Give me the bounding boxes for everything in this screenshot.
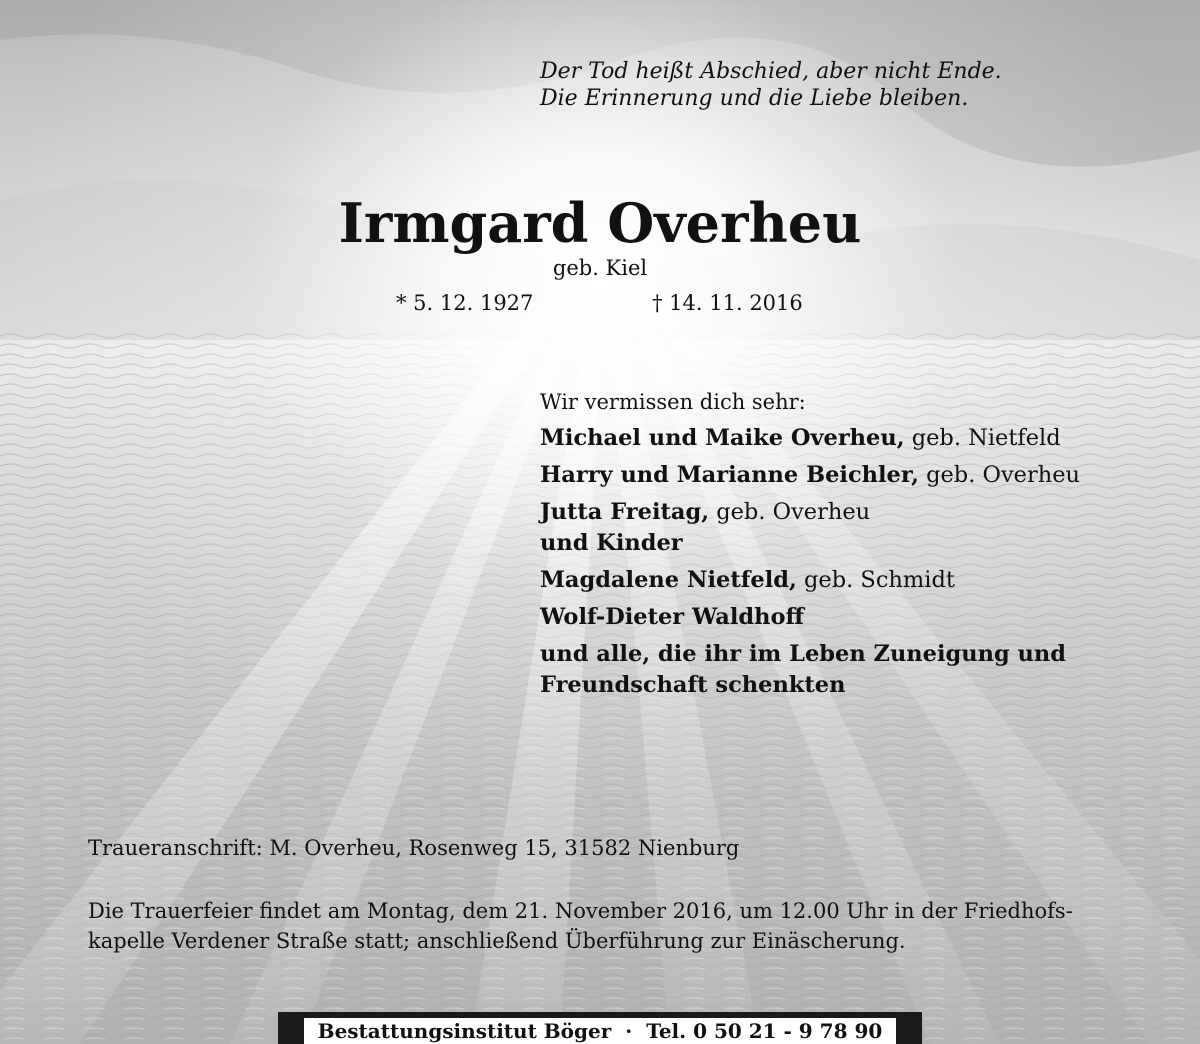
mourner-name: Michael und Maike Overheu, <box>540 425 905 451</box>
maiden-name: geb. Kiel <box>552 256 648 280</box>
mourner-entry <box>540 639 1080 701</box>
mourner-name: Wolf-Dieter Waldhoff <box>540 604 804 630</box>
funeral-home-name: Bestattungsinstitut Böger <box>317 1019 612 1043</box>
funeral-service-info <box>88 896 1073 956</box>
mourning-address: Traueranschrift: M. Overheu, Rosenweg 15, 31582 Nienburg <box>88 836 740 860</box>
mourner-entry <box>540 460 1080 491</box>
footer-separator: · <box>625 1019 633 1043</box>
mourners-list <box>540 423 1080 707</box>
death-date: † 14. 11. 2016 <box>652 291 803 315</box>
quote-line-1: Der Tod heißt Abschied, aber nicht Ende. <box>540 59 1002 84</box>
mourner-entry <box>540 423 1080 454</box>
mourner-extra: Freundschaft schenkten <box>540 672 846 698</box>
mourner-birth-name: geb. Schmidt <box>803 567 955 593</box>
funeral-home-phone: Tel. 0 50 21 - 9 78 90 <box>646 1019 883 1043</box>
mourner-birth-name: geb. Overheu <box>716 499 871 525</box>
mourners-intro: Wir vermissen dich sehr: <box>540 390 806 414</box>
mourner-name: Harry und Marianne Beichler, <box>540 462 919 488</box>
mourner-extra: und Kinder <box>540 530 683 556</box>
memorial-quote <box>540 58 1002 112</box>
funeral-home-label <box>304 1018 897 1044</box>
mourner-entry <box>540 565 1080 596</box>
mourner-birth-name: geb. Nietfeld <box>911 425 1061 451</box>
mourner-entry <box>540 602 1080 633</box>
mourner-name: Magdalene Nietfeld, <box>540 567 797 593</box>
funeral-home-footer <box>278 1012 922 1044</box>
ceremony-line-2: kapelle Verdener Straße statt; anschließend Überführung zur Einäscherung. <box>88 929 906 953</box>
mourner-entry <box>540 497 1080 559</box>
quote-line-2: Die Erinnerung und die Liebe bleiben. <box>540 86 969 111</box>
birth-date: * 5. 12. 1927 <box>396 291 534 315</box>
mourner-name: Jutta Freitag, <box>540 499 710 525</box>
mourner-birth-name: geb. Overheu <box>926 462 1081 488</box>
ceremony-line-1: Die Trauerfeier findet am Montag, dem 21. November 2016, um 12.00 Uhr in der Friedhofs- <box>88 899 1073 923</box>
mourner-name: und alle, die ihr im Leben Zuneigung und <box>540 641 1066 667</box>
deceased-name: Irmgard Overheu <box>338 191 862 255</box>
